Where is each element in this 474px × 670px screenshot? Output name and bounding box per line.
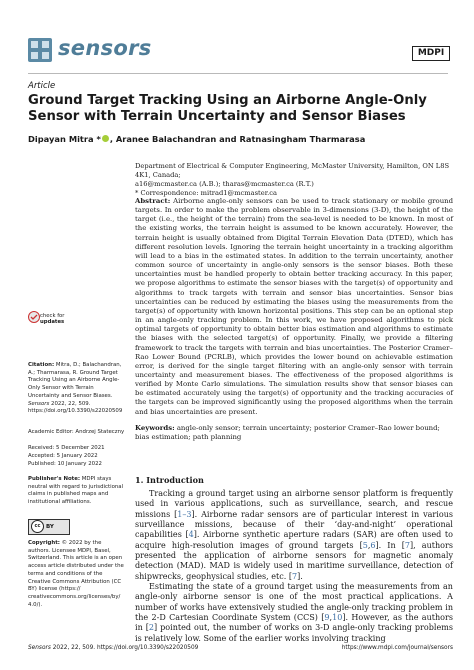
journal-logo-icon bbox=[28, 38, 52, 62]
abstract-text: Airborne angle-only sensors can be used to track stationary or mobile ground targets. In order to make the problem observable in 3-dimensions (3-D), the height of the target (i.e., the height of the terrain) from the sea-level is needed to be known. In most of the existing works, the terrain height is assumed to be known accurately. However, the terrain height is usually obtained from Digital Terrain Elevation Data (DTED), which has different resolution levels. Ignoring the terrain height uncertainty in a tracking algorithm will lead to a bias in the estimated states. In addition to the terrain uncertainty, another common source of uncertainty in angle-only sensors is the sensor biases. Both these uncertainties must be handled properly to obtain better tracking accuracy. In this paper, we propose algorithms to estimate the sensor biases with the target(s) of opportunity and algorithms to track targets with terrain and sensor bias uncertainties. Sensor bias uncertainties can be reduced by estimating the biases using the measurements from the target(s) of opportunity with known horizontal positions. This step can be an optional step in an angle-only tracking problem. In this work, we have proposed algorithms to pick optimal targets of opportunity to obtain better bias estimation and algorithms to estimate the biases with the selected target(s) of opportunity. Finally, we provide a filtering framework to track the targets with terrain and bias uncertainties. The Posterior Cramer–Rao Lower Bound (PCRLB), which provides the lower bound on achievable estimation error, is derived for the single target filtering with an angle-only sensor with terrain uncertainty and measurement biases. The effectiveness of the proposed algorithms is verified by Monte Carlo simulations. The simulation results show that sensor biases can be estimated accurately using the target(s) of opportunity and the tracking accuracies of the targets can be improved significantly using the proposed algorithms when the terrain and bias uncertainties are present. bbox=[135, 197, 453, 416]
article-type: Article bbox=[28, 81, 56, 91]
copyright-block: Copyright: © 2022 by the authors. Licensee MDPI, Basel, Switzerland. This article is an open access article distributed under the terms and conditions of the Creative Commons Attribution (CC BY) license (https:// creativecommons.org/licenses/by/ 4.0/). bbox=[28, 540, 124, 608]
introduction-body bbox=[135, 489, 453, 644]
paragraph: Estimating the state of a ground target using the measurements from an angle-only airborne sensor is one of the most practical applications. A number of works have extensively studied the angle-only tracking problem in the 2-D Cartesian Coordinate System (CCS) [9,10]. However, as the authors in [2] pointed out, the number of works on 3-D angle-only tracking problems is relatively low. Some of the earlier works involving tracking bbox=[135, 582, 454, 643]
footer-citation: Sensors 2022, 22, 509. https://doi.org/10.3390/s22020509 bbox=[28, 645, 199, 651]
citation-block: Citation: Mitra, D.; Balachandran, A.; Tharmarasa, R. Ground Target Tracking Using an Airborne Angle-Only Sensor with Terrain Uncertainty and Sensor Biases. Sensors 2022, 22, 509. https://doi.org/10.3390/s22020509 bbox=[28, 362, 123, 415]
publisher-logo: MDPI bbox=[412, 46, 450, 61]
citation-link[interactable]: 10 bbox=[332, 613, 343, 623]
abstract bbox=[135, 197, 453, 417]
cc-by-license-badge[interactable]: cc BY bbox=[28, 519, 70, 535]
keywords bbox=[135, 424, 453, 442]
footer-url[interactable]: https://www.mdpi.com/journal/sensors bbox=[341, 645, 453, 651]
paragraph: Tracking a ground target using an airborne sensor platform is frequently used in various applications, such as surveillance, search, and rescue missions [1–3]. Airborne radar sensors are of particular interest in various surveillance missions, because of their ‘day-and-night’ operational capabilities [4]. Airborne synthetic aperture radars (SAR) are often used to acquire high-resolution images of ground targets [5,6]. In [7], authors presented the application of airborne sensors for magnetic anomaly detection (MAD). MAD is widely used in maritime surveillance, detection of shipwrecks, geophysical studies, etc. [7]. bbox=[135, 489, 454, 581]
journal-name: sensors bbox=[58, 36, 152, 60]
citation-link[interactable]: 7 bbox=[291, 571, 298, 581]
citation-link[interactable]: 7 bbox=[404, 540, 411, 550]
author-first: Dipayan Mitra * bbox=[28, 134, 101, 144]
citation-link[interactable]: 2 bbox=[148, 623, 155, 633]
published-date: Published: 10 January 2022 bbox=[28, 461, 102, 467]
affiliations bbox=[135, 162, 451, 198]
academic-editor: Academic Editor: Andrzej Stateczny bbox=[28, 429, 125, 435]
orcid-icon[interactable] bbox=[102, 135, 109, 142]
publisher-note: Publisher's Note: MDPI stays neutral with regard to jurisdictional claims in published maps and institutional affiliations. bbox=[28, 476, 124, 506]
keywords-text: angle-only sensor; terrain uncertainty; posterior Cramer–Rao lower bound; bias estimation; path planning bbox=[135, 424, 440, 442]
accepted-date: Accepted: 5 January 2022 bbox=[28, 453, 98, 459]
correspondence: * Correspondence: mitrad1@mcmaster.ca bbox=[135, 189, 278, 197]
citation-link[interactable]: 5 bbox=[362, 540, 368, 550]
abstract-label: Abstract: bbox=[135, 197, 171, 205]
citation-link[interactable]: 6 bbox=[370, 540, 376, 550]
check-for-updates-label[interactable]: check for updates bbox=[40, 313, 65, 325]
affiliation-line: Department of Electrical & Computer Engineering, McMaster University, Hamilton, ON L8S 4K1, Canada; bbox=[135, 162, 450, 179]
author-rest: , Aranee Balachandran and Ratnasingham Tharmarasa bbox=[109, 134, 366, 144]
citation-link[interactable]: 9 bbox=[324, 613, 330, 623]
article-title: Ground Target Tracking Using an Airborne Angle-Only Sensor with Terrain Uncertainty and Sensor Biases bbox=[28, 93, 427, 124]
keywords-label: Keywords: bbox=[135, 424, 175, 432]
header-divider bbox=[28, 73, 448, 74]
author-list bbox=[28, 134, 365, 144]
citation-link[interactable]: 1–3 bbox=[177, 509, 192, 519]
affiliation-emails: a16@mcmaster.ca (A.B.); tharas@mcmaster.ca (R.T.) bbox=[135, 180, 314, 188]
citation-link[interactable]: 4 bbox=[188, 530, 194, 540]
received-date: Received: 5 December 2021 bbox=[28, 445, 105, 451]
section-heading: 1. Introduction bbox=[135, 475, 204, 485]
